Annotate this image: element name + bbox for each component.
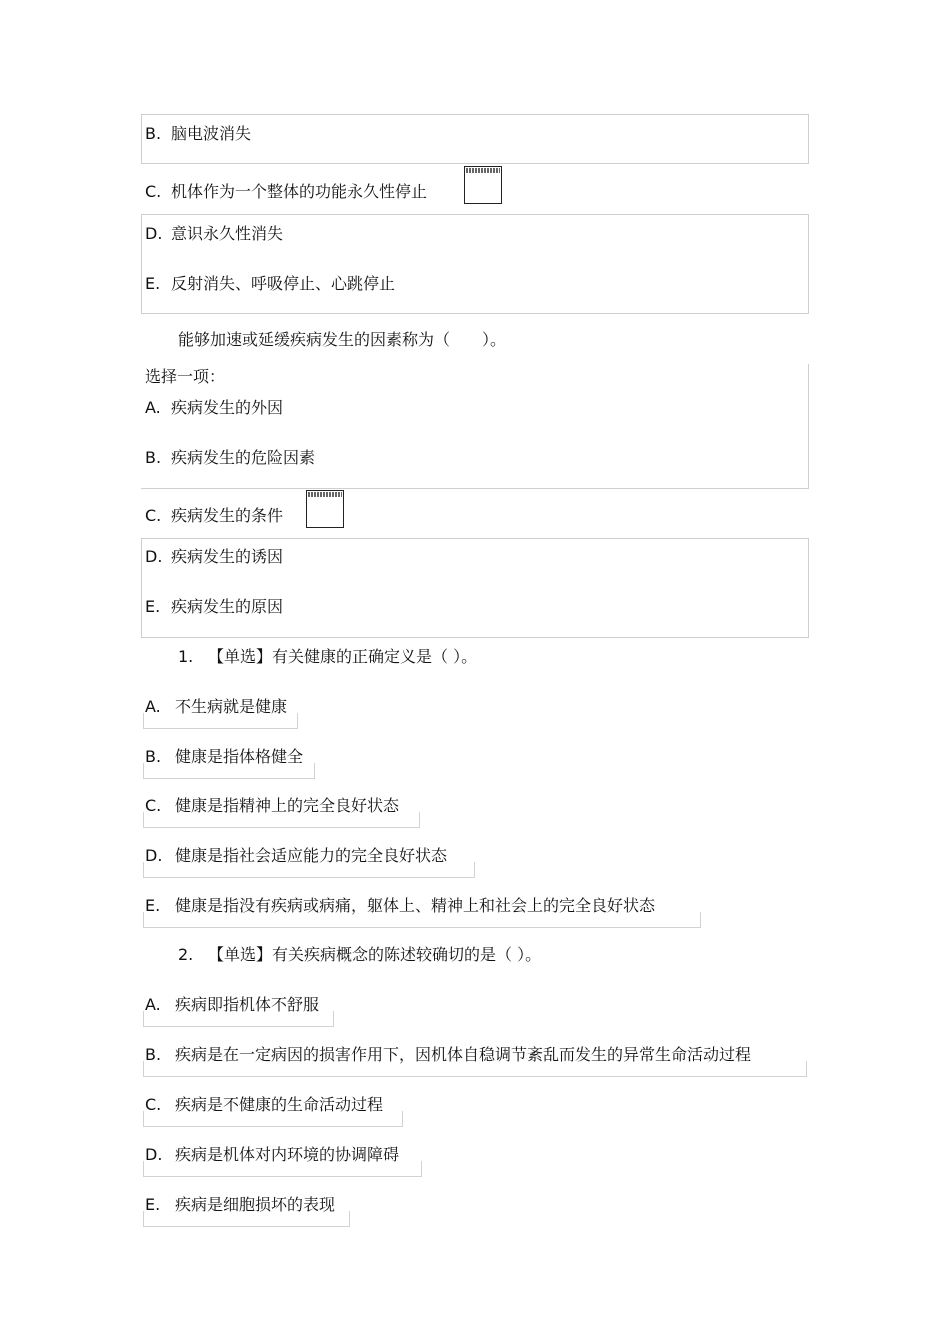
question-stem: 能够加速或延缓疾病发生的因素称为（ ）。 bbox=[178, 330, 507, 349]
option-a[interactable] bbox=[145, 697, 287, 717]
option-text: 疾病发生的危险因素 bbox=[171, 448, 316, 467]
choose-prompt: 选择一项： bbox=[145, 367, 226, 386]
option-letter: C. bbox=[145, 796, 162, 815]
option-c[interactable] bbox=[145, 506, 283, 526]
option-letter: D. bbox=[145, 547, 163, 566]
option-letter: D. bbox=[145, 1145, 163, 1164]
question-stem bbox=[178, 945, 541, 965]
option-d[interactable] bbox=[145, 1145, 399, 1165]
flag-question-icon[interactable] bbox=[306, 490, 344, 528]
option-text: 脑电波消失 bbox=[171, 124, 252, 143]
option-text: 疾病发生的原因 bbox=[171, 597, 284, 616]
option-text: 意识永久性消失 bbox=[171, 224, 284, 243]
option-e[interactable] bbox=[145, 274, 395, 294]
option-text: 健康是指体格健全 bbox=[175, 747, 304, 766]
option-text: 疾病即指机体不舒服 bbox=[175, 995, 320, 1014]
flag-question-icon[interactable] bbox=[464, 166, 502, 204]
option-text: 疾病是细胞损坏的表现 bbox=[175, 1195, 336, 1214]
option-text: 疾病发生的外因 bbox=[171, 398, 284, 417]
option-letter: E. bbox=[145, 896, 161, 915]
option-letter: A. bbox=[145, 398, 161, 417]
option-frame bbox=[141, 364, 809, 489]
option-text: 健康是指社会适应能力的完全良好状态 bbox=[175, 846, 448, 865]
option-letter: B. bbox=[145, 124, 162, 143]
option-letter: E. bbox=[145, 1195, 161, 1214]
option-text: 疾病是不健康的生命活动过程 bbox=[175, 1095, 384, 1114]
option-letter: C. bbox=[145, 182, 162, 201]
option-e[interactable] bbox=[145, 1195, 335, 1215]
question-text: 【单选】有关疾病概念的陈述较确切的是（ ）。 bbox=[208, 945, 542, 964]
option-letter: B. bbox=[145, 448, 162, 467]
option-c[interactable] bbox=[145, 1095, 383, 1115]
option-text: 不生病就是健康 bbox=[175, 697, 288, 716]
option-text: 机体作为一个整体的功能永久性停止 bbox=[171, 182, 428, 201]
option-letter: B. bbox=[145, 1045, 162, 1064]
option-c[interactable] bbox=[145, 182, 427, 202]
option-letter: C. bbox=[145, 506, 162, 525]
option-e[interactable] bbox=[145, 597, 283, 617]
option-letter: C. bbox=[145, 1095, 162, 1114]
question-stem bbox=[178, 647, 477, 667]
option-text: 疾病是机体对内环境的协调障碍 bbox=[175, 1145, 400, 1164]
option-d[interactable] bbox=[145, 224, 283, 244]
question-number: 1. bbox=[178, 647, 194, 666]
option-b[interactable] bbox=[145, 124, 251, 144]
option-d[interactable] bbox=[145, 547, 283, 567]
option-e[interactable] bbox=[145, 896, 655, 916]
option-letter: A. bbox=[145, 995, 161, 1014]
option-text: 疾病发生的诱因 bbox=[171, 547, 284, 566]
option-letter: D. bbox=[145, 846, 163, 865]
option-text: 疾病是在一定病因的损害作用下，因机体自稳调节紊乱而发生的异常生命活动过程 bbox=[175, 1045, 752, 1064]
option-letter: E. bbox=[145, 597, 161, 616]
option-a[interactable] bbox=[145, 995, 319, 1015]
option-a[interactable] bbox=[145, 398, 283, 418]
option-b[interactable] bbox=[145, 747, 303, 767]
option-d[interactable] bbox=[145, 846, 447, 866]
option-b[interactable] bbox=[145, 1045, 751, 1065]
option-b[interactable] bbox=[145, 448, 315, 468]
option-letter: D. bbox=[145, 224, 163, 243]
option-text: 健康是指没有疾病或病痛，躯体上、精神上和社会上的完全良好状态 bbox=[175, 896, 656, 915]
option-letter: E. bbox=[145, 274, 161, 293]
option-text: 反射消失、呼吸停止、心跳停止 bbox=[171, 274, 396, 293]
option-text: 疾病发生的条件 bbox=[171, 506, 284, 525]
question-number: 2. bbox=[178, 945, 194, 964]
option-c[interactable] bbox=[145, 796, 399, 816]
option-letter: B. bbox=[145, 747, 162, 766]
option-text: 健康是指精神上的完全良好状态 bbox=[175, 796, 400, 815]
question-text: 【单选】有关健康的正确定义是（ ）。 bbox=[208, 647, 478, 666]
option-letter: A. bbox=[145, 697, 161, 716]
